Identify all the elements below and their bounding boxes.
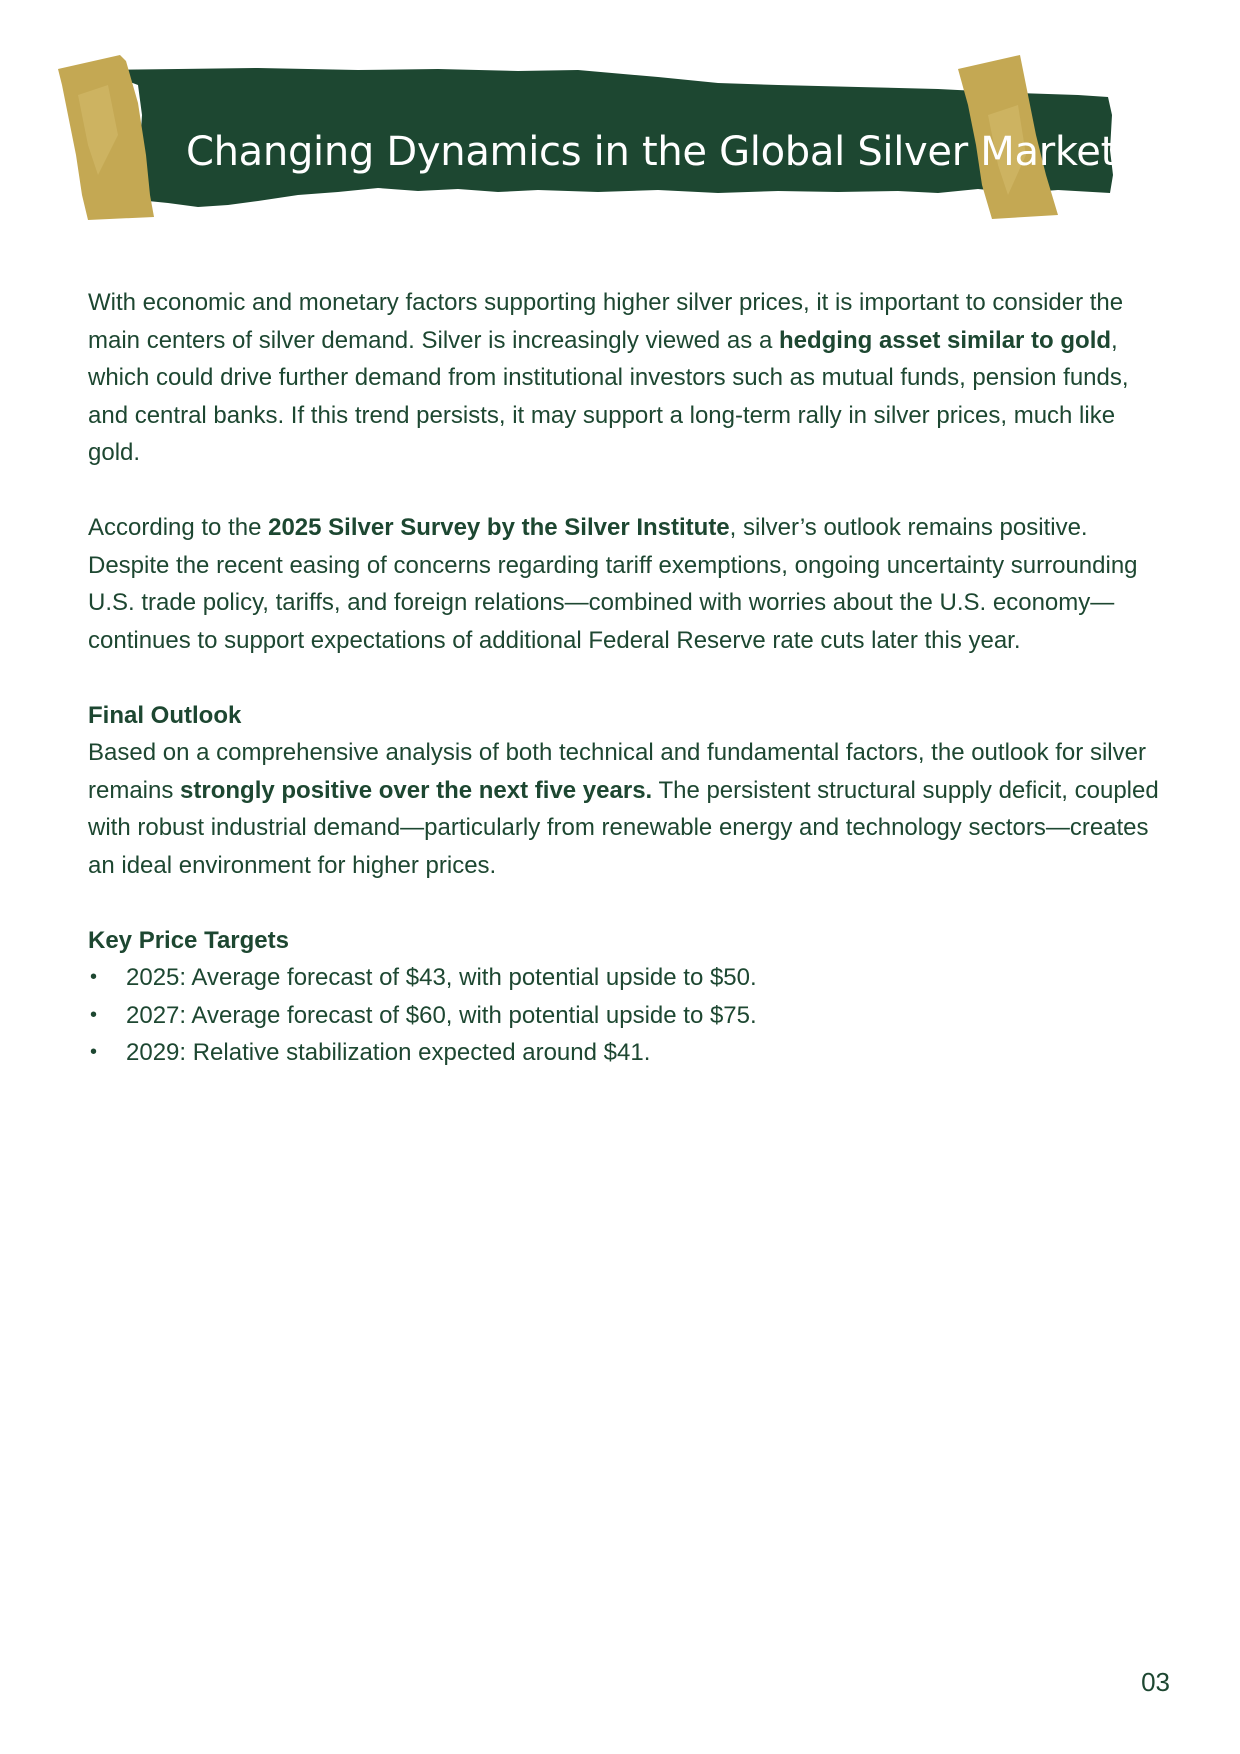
outlook-text-1: Based on a comprehensive analysis of both technical and fundamental factors, the outlook for silver remains [88, 739, 1146, 804]
intro-bold: hedging asset similar to gold [778, 326, 1112, 354]
list-item-text: 2027: Average forecast of $60, with potential upside to $75. [126, 1001, 757, 1029]
outlook-bold: strongly positive over the next five years. [180, 776, 653, 804]
bullet-icon: • [90, 1003, 98, 1026]
main-content [88, 284, 1168, 1072]
page-title: Changing Dynamics in the Global Silver Market [186, 129, 1116, 175]
final-outlook-heading: Final Outlook [88, 701, 242, 729]
list-item-text: 2025: Average forecast of $43, with potential upside to $50. [126, 964, 757, 991]
survey-paragraph [88, 509, 1168, 659]
survey-text-2: , silver’s outlook remains positive. Despite the recent easing of concerns regarding tariff exemptions, ongoing uncertainty surrounding U.S. trade policy, tariffs, and foreign relations—combined with worries about the U.S. economy—continues to support expectations of additional Federal Reserve rate cuts later this year. [88, 514, 1138, 654]
price-targets-list [88, 959, 1168, 1072]
intro-text-2: , which could drive further demand from institutional investors such as mutual funds, pension funds, and central banks. If this trend persists, it may support a long-term rally in silver prices, much like gold. [88, 326, 1129, 466]
survey-bold: 2025 Silver Survey by the Silver Institute [268, 514, 730, 541]
page-number: 03 [1141, 1667, 1170, 1697]
outlook-text-2: The persistent structural supply deficit, coupled with robust industrial demand—particularly from renewable energy and technology sectors—creates an ideal environment for higher prices. [88, 776, 1159, 879]
survey-text-1: According to the [88, 514, 269, 541]
intro-paragraph [88, 284, 1168, 472]
outlook-paragraph [88, 734, 1168, 884]
list-item [88, 1034, 1168, 1072]
intro-text-1: With economic and monetary factors supporting higher silver prices, it is important to consider the main centers of silver demand. Silver is increasingly viewed as a [88, 289, 1124, 354]
bullet-icon: • [90, 1041, 98, 1063]
list-item-text: 2029: Relative stabilization expected around $41. [126, 1039, 651, 1066]
list-item [88, 959, 1168, 997]
price-targets-heading: Key Price Targets [88, 926, 289, 954]
bullet-icon: • [90, 966, 98, 988]
list-item [88, 997, 1168, 1035]
title-banner [58, 55, 1188, 250]
